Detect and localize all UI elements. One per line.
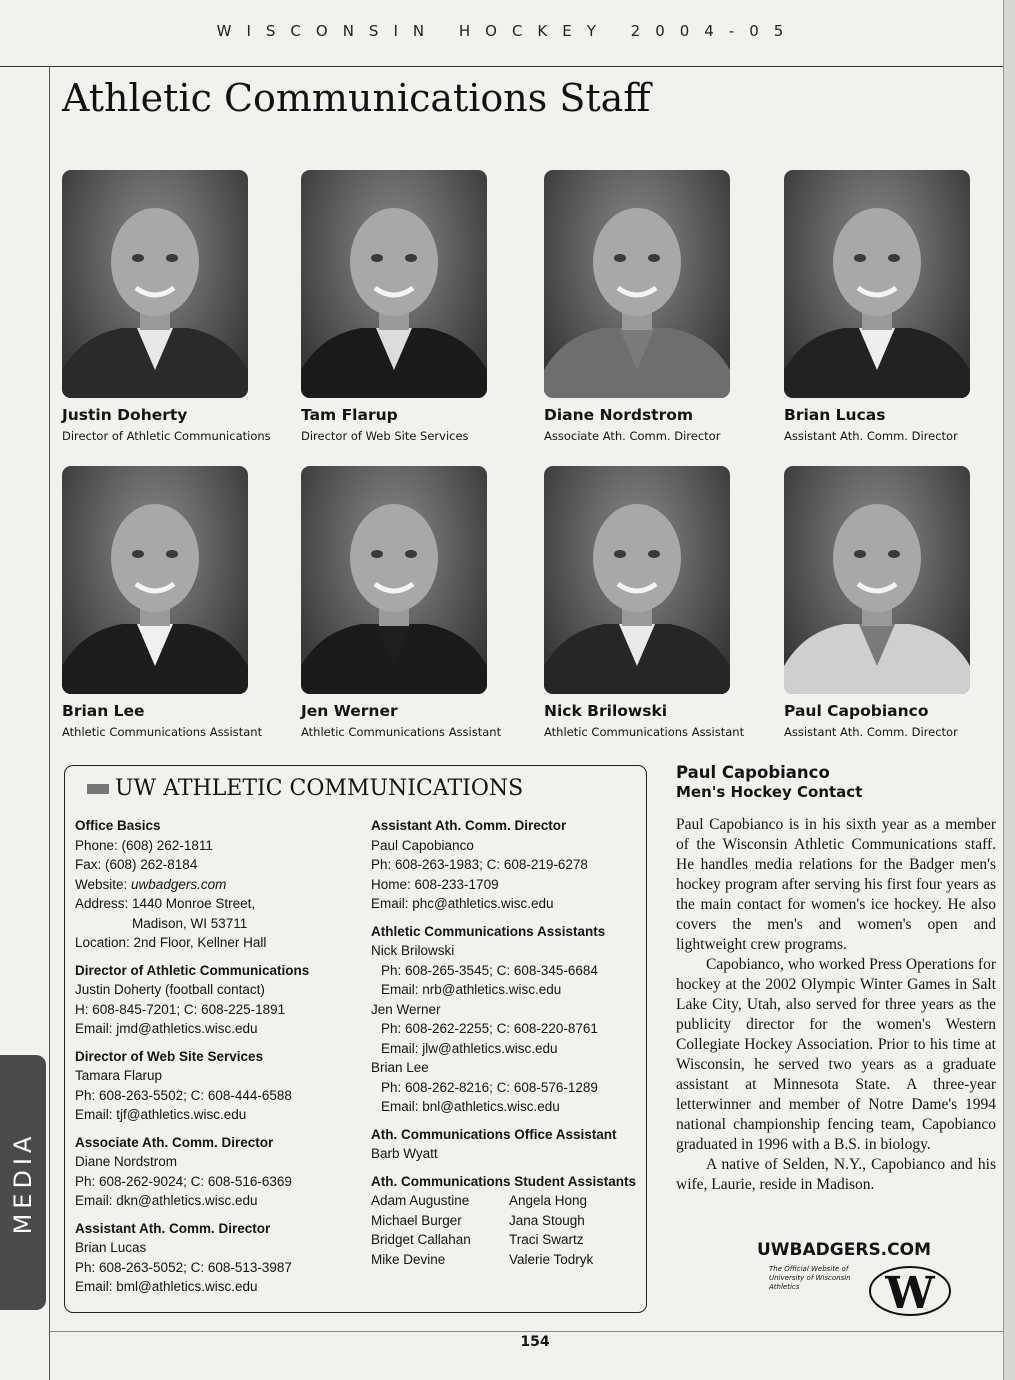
bio-subtitle: Men's Hockey Contact: [676, 783, 863, 801]
page-number: 154: [520, 1334, 550, 1350]
contact-email: Email: bml@athletics.wisc.edu: [75, 1279, 258, 1294]
staff-name: Jen Werner: [301, 702, 398, 720]
contact-name: Nick Brilowski: [371, 943, 455, 958]
staff-card: [301, 466, 546, 739]
list-item: Traci Swartz: [509, 1232, 584, 1247]
portrait-icon: [301, 170, 487, 398]
contact-phone: Ph: 608-263-5502; C: 608-444-6588: [75, 1087, 292, 1103]
staff-card: [301, 170, 546, 443]
staff-photo: [301, 466, 487, 694]
contact-column-right: [371, 816, 643, 1269]
contact-phone: H: 608-845-7201; C: 608-225-1891: [75, 1001, 286, 1017]
staff-photo: [784, 466, 970, 694]
motion-w-icon: [862, 1263, 952, 1318]
section-heading: Athletic Communications Assistants: [371, 923, 606, 939]
contact-home-phone: Home: 608-233-1709: [371, 876, 499, 892]
bio-paragraph: Capobianco, who worked Press Operations for hockey at the 2002 Olympic Winter Games in Salt Lake City, Utah, also served for three years as the publicity director for the women's Western Collegiate Hockey Association. Prior to his time at Wisconsin, he served two years as a graduate assistant at Minnesota State. A three-year letterwinner and member of Notre Dame's 1994 national championship fencing team, Capobianco graduated in 1996 with a B.S. in biology.: [676, 956, 996, 1153]
staff-card: [544, 170, 789, 443]
student-assistant-list: [371, 1191, 643, 1269]
office-phone: Phone: (608) 262-1811: [75, 837, 213, 853]
contact-name: Paul Capobianco: [371, 837, 474, 853]
staff-name: Paul Capobianco: [784, 702, 929, 720]
staff-role: Athletic Communications Assistant: [544, 725, 745, 739]
staff-photo: [301, 170, 487, 398]
portrait-icon: [784, 170, 970, 398]
contact-email: Email: dkn@athletics.wisc.edu: [75, 1193, 258, 1208]
portrait-icon: [544, 466, 730, 694]
svg-text:W: W: [885, 1268, 935, 1318]
uwbadgers-logo: [757, 1238, 957, 1318]
section-heading: Assistant Ath. Comm. Director: [371, 818, 567, 833]
contact-name: Barb Wyatt: [371, 1146, 438, 1161]
section-tab-label: MEDIA: [9, 1131, 37, 1234]
contact-email: Email: jmd@athletics.wisc.edu: [75, 1021, 258, 1036]
running-header: WISCONSIN HOCKEY 2004-05: [216, 22, 799, 40]
list-item: Michael Burger: [371, 1212, 462, 1228]
contact-email: Email: tjf@athletics.wisc.edu: [75, 1107, 247, 1122]
footer-rule: [49, 1331, 1004, 1332]
bio-name: Paul Capobianco: [676, 763, 830, 782]
section-heading: Ath. Communications Student Assistants: [371, 1173, 637, 1189]
portrait-icon: [544, 170, 730, 398]
list-item: Bridget Callahan: [371, 1232, 471, 1247]
staff-photo: [62, 170, 248, 398]
staff-card: [62, 466, 307, 739]
contact-email: Email: phc@athletics.wisc.edu: [371, 896, 554, 911]
contact-name: Diane Nordstrom: [75, 1154, 178, 1169]
office-location: Location: 2nd Floor, Kellner Hall: [75, 935, 267, 950]
contact-phone: Ph: 608-262-9024; C: 608-516-6369: [75, 1173, 292, 1189]
staff-role: Athletic Communications Assistant: [62, 725, 263, 739]
bio-section: [676, 763, 996, 1195]
website-link[interactable]: uwbadgers.com: [131, 876, 227, 892]
margin-rule: [49, 66, 50, 1380]
contact-phone: Ph: 608-262-2255; C: 608-220-8761: [381, 1021, 598, 1036]
contact-phone: Ph: 608-265-3545; C: 608-345-6684: [381, 962, 598, 978]
staff-card: [62, 170, 307, 443]
staff-role: Director of Web Site Services: [301, 429, 469, 443]
staff-name: Nick Brilowski: [544, 702, 668, 720]
section-heading: Associate Ath. Comm. Director: [75, 1134, 274, 1150]
portrait-icon: [784, 466, 970, 694]
contact-name: Brian Lee: [371, 1060, 429, 1075]
office-fax: Fax: (608) 262-8184: [75, 857, 198, 872]
staff-photo: [544, 170, 730, 398]
staff-name: Brian Lee: [62, 702, 145, 720]
staff-role: Assistant Ath. Comm. Director: [784, 429, 958, 443]
contact-phone: Ph: 608-263-1983; C: 608-219-6278: [371, 857, 588, 872]
section-heading: Assistant Ath. Comm. Director: [75, 1220, 271, 1236]
contact-box: [64, 765, 647, 1313]
office-address: Address: 1440 Monroe Street,: [75, 896, 256, 911]
contact-name: Tamara Flarup: [75, 1068, 163, 1083]
staff-role: Director of Athletic Communications: [62, 429, 271, 443]
staff-card: [784, 466, 1015, 739]
contact-name: Justin Doherty (football contact): [75, 982, 265, 997]
staff-name: Justin Doherty: [62, 406, 188, 424]
staff-photo: [784, 170, 970, 398]
section-tab: [0, 1055, 46, 1310]
staff-card: [784, 170, 1015, 443]
list-item: Mike Devine: [371, 1251, 446, 1267]
bio-paragraph: Paul Capobianco is in his sixth year as a member of the Wisconsin Athletic Communications staff. He handles media relations for the Badger men's hockey program after serving his first four years as the main contact for women's ice hockey. He also covers the men's and women's open and lightweight crew programs.: [676, 816, 996, 953]
section-heading: Office Basics: [75, 818, 161, 833]
staff-photo: [544, 466, 730, 694]
contact-box-title: UW ATHLETIC COMMUNICATIONS: [87, 776, 523, 801]
contact-column-left: [75, 816, 365, 1297]
logo-text: UWBADGERS.COM: [757, 1240, 931, 1260]
list-item: Jana Stough: [509, 1212, 585, 1228]
staff-role: Athletic Communications Assistant: [301, 725, 502, 739]
section-heading: Director of Web Site Services: [75, 1048, 264, 1064]
list-item: Adam Augustine: [371, 1193, 470, 1208]
bio-text: [676, 815, 996, 1195]
contact-email: Email: nrb@athletics.wisc.edu: [381, 982, 562, 997]
staff-name: Diane Nordstrom: [544, 406, 694, 424]
section-heading: Director of Athletic Communications: [75, 962, 310, 978]
staff-name: Tam Flarup: [301, 406, 398, 424]
bio-paragraph: A native of Selden, N.Y., Capobianco and his wife, Laurie, reside in Madison.: [676, 1156, 996, 1193]
staff-photo: [62, 466, 248, 694]
portrait-icon: [62, 170, 248, 398]
staff-role: Assistant Ath. Comm. Director: [784, 725, 958, 739]
contact-phone: Ph: 608-263-5052; C: 608-513-3987: [75, 1259, 292, 1275]
header-rule: [0, 66, 1005, 67]
office-website: Website: uwbadgers.com: [75, 876, 227, 892]
contact-name: Brian Lucas: [75, 1240, 147, 1255]
contact-phone: Ph: 608-262-8216; C: 608-576-1289: [381, 1079, 598, 1095]
section-heading: Ath. Communications Office Assistant: [371, 1126, 617, 1142]
contact-email: Email: jlw@athletics.wisc.edu: [381, 1040, 558, 1056]
contact-name: Jen Werner: [371, 1001, 441, 1017]
contact-email: Email: bnl@athletics.wisc.edu: [381, 1099, 560, 1114]
portrait-icon: [62, 466, 248, 694]
staff-role: Associate Ath. Comm. Director: [544, 429, 721, 443]
list-item: Angela Hong: [509, 1193, 588, 1208]
title-bar-icon: [87, 784, 109, 794]
list-item: Valerie Todryk: [509, 1251, 594, 1267]
office-address-city: Madison, WI 53711: [132, 915, 248, 931]
logo-tagline: The Official Website of University of Wisconsin Athletics: [769, 1265, 851, 1291]
staff-name: Brian Lucas: [784, 406, 886, 424]
page-title: Athletic Communications Staff: [62, 76, 651, 120]
staff-card: [544, 466, 789, 739]
portrait-icon: [301, 466, 487, 694]
